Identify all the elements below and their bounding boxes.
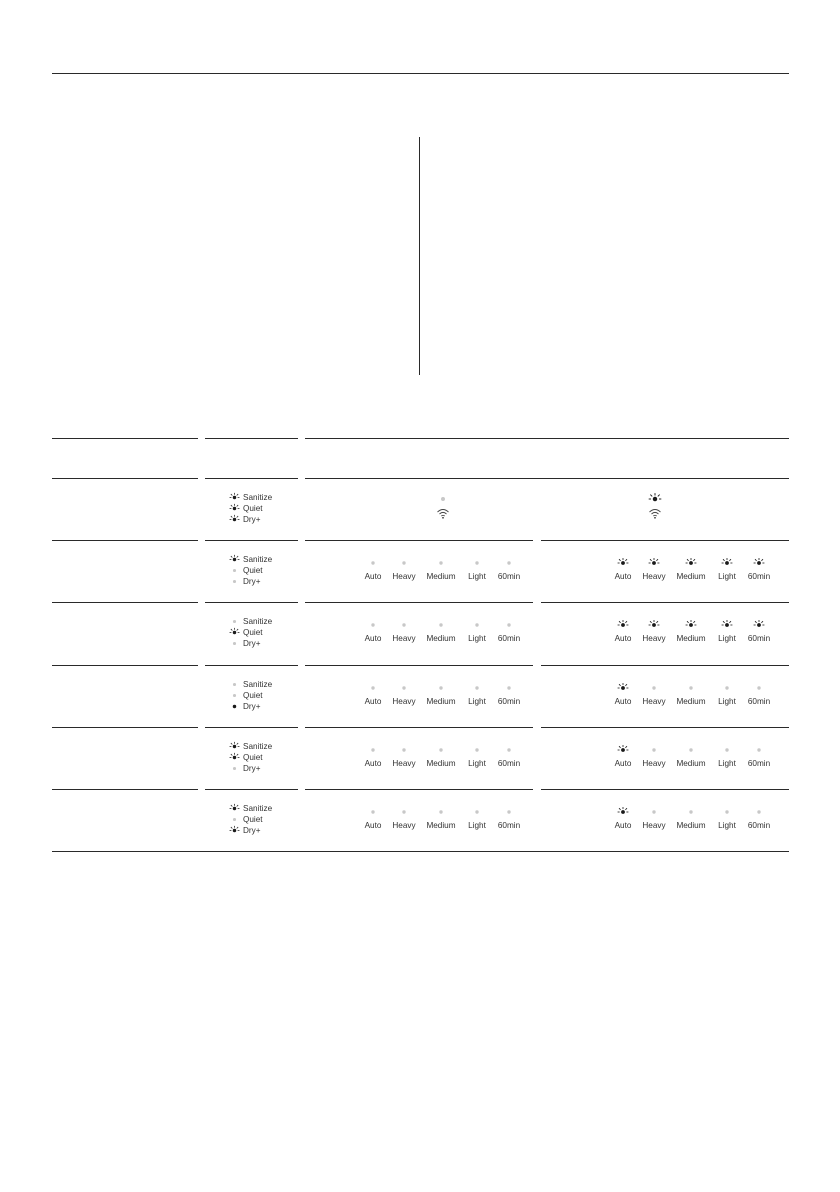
row-rule-col3-left xyxy=(305,540,533,541)
led-off-icon xyxy=(685,682,697,694)
option-indicator-sanitize xyxy=(228,492,298,503)
led-off-icon xyxy=(685,744,697,756)
program-indicator-medium xyxy=(671,806,711,834)
program-indicator-60min xyxy=(489,557,529,585)
led-flashing-icon xyxy=(617,744,629,756)
top-rule xyxy=(52,73,789,74)
program-label: Light xyxy=(718,572,736,581)
led-off-icon xyxy=(229,638,242,649)
led-off-icon xyxy=(398,682,410,694)
led-flashing-icon xyxy=(229,503,242,514)
row-rule-col1 xyxy=(52,727,198,728)
program-indicator-medium xyxy=(421,682,461,710)
option-indicator-dry-plus xyxy=(228,514,298,525)
option-indicator-list xyxy=(228,741,298,775)
program-indicator-group-left xyxy=(363,806,533,834)
led-off-icon xyxy=(398,557,410,569)
led-off-icon xyxy=(471,557,483,569)
led-off-icon xyxy=(398,806,410,818)
option-label: Dry+ xyxy=(243,702,261,712)
program-label: Medium xyxy=(676,759,706,768)
led-off-icon xyxy=(398,744,410,756)
program-indicator-medium xyxy=(671,744,711,772)
option-indicator-dry-plus xyxy=(228,825,298,836)
option-label: Quiet xyxy=(243,566,263,576)
program-indicator-heavy xyxy=(634,619,674,647)
option-label: Quiet xyxy=(243,815,263,825)
program-indicator-60min xyxy=(739,557,779,585)
program-label: Heavy xyxy=(642,634,666,643)
led-flashing-icon xyxy=(753,557,765,569)
option-indicator-quiet xyxy=(228,690,298,701)
program-label: 60min xyxy=(497,572,521,581)
row-rule-col3-right xyxy=(541,602,789,603)
led-off-icon xyxy=(503,682,515,694)
program-indicator-60min xyxy=(489,682,529,710)
option-indicator-sanitize xyxy=(228,803,298,814)
program-label: Light xyxy=(718,821,736,830)
led-flashing-icon xyxy=(229,803,242,814)
program-label: Auto xyxy=(364,759,382,768)
led-off-icon xyxy=(648,682,660,694)
led-flashing-icon xyxy=(229,752,242,763)
led-off-icon xyxy=(648,744,660,756)
program-indicator-group-right xyxy=(613,806,783,834)
option-indicator-dry-plus xyxy=(228,701,298,712)
option-indicator-quiet xyxy=(228,565,298,576)
option-indicator-dry-plus xyxy=(228,638,298,649)
program-label: Auto xyxy=(614,572,632,581)
led-flashing-icon xyxy=(648,557,660,569)
option-label: Quiet xyxy=(243,504,263,514)
row-rule-col3-left xyxy=(305,665,533,666)
program-label: Auto xyxy=(614,634,632,643)
led-off-icon xyxy=(367,619,379,631)
program-indicator-60min xyxy=(489,619,529,647)
program-indicator-group-left xyxy=(363,619,533,647)
program-indicator-heavy xyxy=(634,682,674,710)
program-indicator-medium xyxy=(421,557,461,585)
option-label: Dry+ xyxy=(243,639,261,649)
led-flashing-icon xyxy=(753,619,765,631)
led-off-icon xyxy=(721,744,733,756)
row-rule-col3-left xyxy=(305,789,533,790)
table-header-rule-col1 xyxy=(52,438,198,439)
led-off-icon xyxy=(435,682,447,694)
program-label: Auto xyxy=(614,821,632,830)
option-label: Sanitize xyxy=(243,617,273,626)
program-label: Light xyxy=(468,697,486,706)
program-indicator-group-left xyxy=(363,744,533,772)
row-rule-col3-right xyxy=(541,665,789,666)
led-off-icon xyxy=(367,557,379,569)
program-label: Light xyxy=(468,572,486,581)
program-label: Heavy xyxy=(642,821,666,830)
option-label: Quiet xyxy=(243,691,263,701)
program-label: Light xyxy=(718,634,736,643)
led-off-icon xyxy=(229,576,242,587)
program-indicator-60min xyxy=(739,806,779,834)
led-on-icon xyxy=(229,701,242,712)
option-label: Dry+ xyxy=(243,764,261,774)
wifi-icon xyxy=(436,508,450,519)
program-label: Heavy xyxy=(392,697,416,706)
program-indicator-group-right xyxy=(613,744,783,772)
row-rule-col3-right xyxy=(541,789,789,790)
program-indicator-heavy xyxy=(384,682,424,710)
program-indicator-60min xyxy=(739,682,779,710)
option-label: Dry+ xyxy=(243,826,261,836)
led-flashing-icon xyxy=(229,627,242,638)
table-header-rule-col3 xyxy=(305,438,789,439)
program-indicator-heavy xyxy=(634,744,674,772)
option-indicator-quiet xyxy=(228,627,298,638)
option-label: Sanitize xyxy=(243,680,273,689)
led-off-icon xyxy=(229,814,242,825)
led-off-icon xyxy=(367,682,379,694)
option-indicator-sanitize xyxy=(228,679,298,690)
row-rule-col3-right xyxy=(541,540,789,541)
option-indicator-dry-plus xyxy=(228,576,298,587)
row-rule-col2 xyxy=(205,665,298,666)
table-header-rule-col2 xyxy=(205,438,298,439)
program-indicator-heavy xyxy=(634,806,674,834)
program-label: Auto xyxy=(364,697,382,706)
led-off-icon xyxy=(503,744,515,756)
option-label: Sanitize xyxy=(243,742,273,751)
option-label: Dry+ xyxy=(243,515,261,525)
row-rule-col2 xyxy=(205,789,298,790)
wifi-indicator-group-right xyxy=(643,492,667,524)
row-rule-col2 xyxy=(205,602,298,603)
program-label: 60min xyxy=(747,759,771,768)
program-label: 60min xyxy=(747,697,771,706)
program-label: Light xyxy=(468,634,486,643)
led-flashing-icon xyxy=(685,557,697,569)
led-off-icon xyxy=(753,744,765,756)
led-off-icon xyxy=(503,806,515,818)
led-flashing-icon xyxy=(648,619,660,631)
program-label: Light xyxy=(718,697,736,706)
program-label: 60min xyxy=(747,572,771,581)
program-indicator-heavy xyxy=(384,744,424,772)
program-label: Medium xyxy=(676,572,706,581)
option-indicator-list xyxy=(228,616,298,650)
program-indicator-group-right xyxy=(613,682,783,710)
led-off-icon xyxy=(471,744,483,756)
program-indicator-heavy xyxy=(384,557,424,585)
led-off-icon xyxy=(753,806,765,818)
led-off-icon xyxy=(471,806,483,818)
led-off-icon xyxy=(229,616,242,627)
program-label: 60min xyxy=(497,634,521,643)
led-off-icon xyxy=(503,557,515,569)
led-off-icon xyxy=(471,619,483,631)
led-flashing-icon xyxy=(229,554,242,565)
program-indicator-group-left xyxy=(363,557,533,585)
led-flashing-icon xyxy=(229,514,242,525)
program-indicator-medium xyxy=(671,557,711,585)
led-flashing-icon xyxy=(229,492,242,503)
led-off-icon xyxy=(721,682,733,694)
wifi-icon xyxy=(648,508,662,519)
row-rule-col2 xyxy=(205,540,298,541)
row-rule-col3-left xyxy=(305,727,533,728)
program-label: Light xyxy=(718,759,736,768)
row-rule-col1 xyxy=(52,540,198,541)
program-indicator-medium xyxy=(421,619,461,647)
led-flashing-icon xyxy=(721,557,733,569)
row-rule-col3 xyxy=(305,478,789,479)
row-rule-col1 xyxy=(52,478,198,479)
option-indicator-sanitize xyxy=(228,741,298,752)
led-off-icon xyxy=(435,619,447,631)
program-indicator-60min xyxy=(489,806,529,834)
led-flashing-icon xyxy=(617,557,629,569)
led-off-icon xyxy=(435,744,447,756)
row-rule-col1 xyxy=(52,665,198,666)
wifi-indicator-group-left xyxy=(431,492,455,524)
option-indicator-sanitize xyxy=(228,616,298,627)
program-label: Heavy xyxy=(642,697,666,706)
program-label: Medium xyxy=(676,634,706,643)
program-label: 60min xyxy=(497,759,521,768)
led-off-icon xyxy=(503,619,515,631)
option-label: Sanitize xyxy=(243,804,273,813)
row-rule-col3-left xyxy=(305,602,533,603)
program-label: Medium xyxy=(676,697,706,706)
program-label: Heavy xyxy=(392,821,416,830)
led-flashing-icon xyxy=(617,806,629,818)
option-indicator-list xyxy=(228,492,298,526)
led-off-icon xyxy=(436,492,450,506)
led-off-icon xyxy=(229,565,242,576)
option-label: Sanitize xyxy=(243,493,273,502)
led-off-icon xyxy=(435,806,447,818)
program-indicator-group-right xyxy=(613,619,783,647)
program-label: Heavy xyxy=(392,634,416,643)
led-off-icon xyxy=(685,806,697,818)
option-label: Sanitize xyxy=(243,555,273,564)
led-off-icon xyxy=(753,682,765,694)
program-label: 60min xyxy=(497,697,521,706)
led-flashing-icon xyxy=(229,825,242,836)
led-flashing-icon xyxy=(721,619,733,631)
led-off-icon xyxy=(367,744,379,756)
option-label: Quiet xyxy=(243,628,263,638)
led-off-icon xyxy=(229,763,242,774)
option-indicator-list xyxy=(228,554,298,588)
program-label: Auto xyxy=(364,821,382,830)
program-indicator-heavy xyxy=(634,557,674,585)
program-indicator-medium xyxy=(671,619,711,647)
program-label: Heavy xyxy=(642,572,666,581)
row-rule-col1 xyxy=(52,789,198,790)
led-off-icon xyxy=(471,682,483,694)
program-indicator-60min xyxy=(739,744,779,772)
led-flashing-icon xyxy=(648,492,662,506)
option-indicator-list xyxy=(228,679,298,713)
row-rule-col2 xyxy=(205,478,298,479)
table-bottom-rule xyxy=(52,851,789,852)
program-label: Medium xyxy=(426,759,456,768)
program-label: 60min xyxy=(747,821,771,830)
option-indicator-sanitize xyxy=(228,554,298,565)
program-label: 60min xyxy=(497,821,521,830)
led-flashing-icon xyxy=(617,619,629,631)
option-indicator-list xyxy=(228,803,298,837)
program-label: Auto xyxy=(614,697,632,706)
option-indicator-dry-plus xyxy=(228,763,298,774)
option-indicator-quiet xyxy=(228,752,298,763)
program-indicator-heavy xyxy=(384,806,424,834)
program-label: Medium xyxy=(426,572,456,581)
led-off-icon xyxy=(435,557,447,569)
program-label: Auto xyxy=(614,759,632,768)
program-label: Heavy xyxy=(642,759,666,768)
program-indicator-group-left xyxy=(363,682,533,710)
program-label: Heavy xyxy=(392,572,416,581)
led-flashing-icon xyxy=(617,682,629,694)
row-rule-col3-right xyxy=(541,727,789,728)
row-rule-col1 xyxy=(52,602,198,603)
program-label: Auto xyxy=(364,572,382,581)
led-off-icon xyxy=(721,806,733,818)
option-indicator-quiet xyxy=(228,814,298,825)
program-label: Light xyxy=(468,759,486,768)
intro-column-divider xyxy=(419,137,420,375)
program-indicator-60min xyxy=(489,744,529,772)
option-label: Dry+ xyxy=(243,577,261,587)
program-label: 60min xyxy=(747,634,771,643)
program-label: Medium xyxy=(426,634,456,643)
program-indicator-heavy xyxy=(384,619,424,647)
program-label: Medium xyxy=(426,697,456,706)
program-label: Heavy xyxy=(392,759,416,768)
program-indicator-medium xyxy=(671,682,711,710)
led-off-icon xyxy=(229,690,242,701)
program-label: Medium xyxy=(676,821,706,830)
option-indicator-quiet xyxy=(228,503,298,514)
program-indicator-group-right xyxy=(613,557,783,585)
program-indicator-60min xyxy=(739,619,779,647)
program-label: Medium xyxy=(426,821,456,830)
program-label: Auto xyxy=(364,634,382,643)
led-off-icon xyxy=(398,619,410,631)
led-off-icon xyxy=(648,806,660,818)
program-indicator-medium xyxy=(421,806,461,834)
option-label: Quiet xyxy=(243,753,263,763)
program-indicator-medium xyxy=(421,744,461,772)
led-off-icon xyxy=(367,806,379,818)
led-flashing-icon xyxy=(685,619,697,631)
row-rule-col2 xyxy=(205,727,298,728)
program-label: Light xyxy=(468,821,486,830)
led-flashing-icon xyxy=(229,741,242,752)
led-off-icon xyxy=(229,679,242,690)
